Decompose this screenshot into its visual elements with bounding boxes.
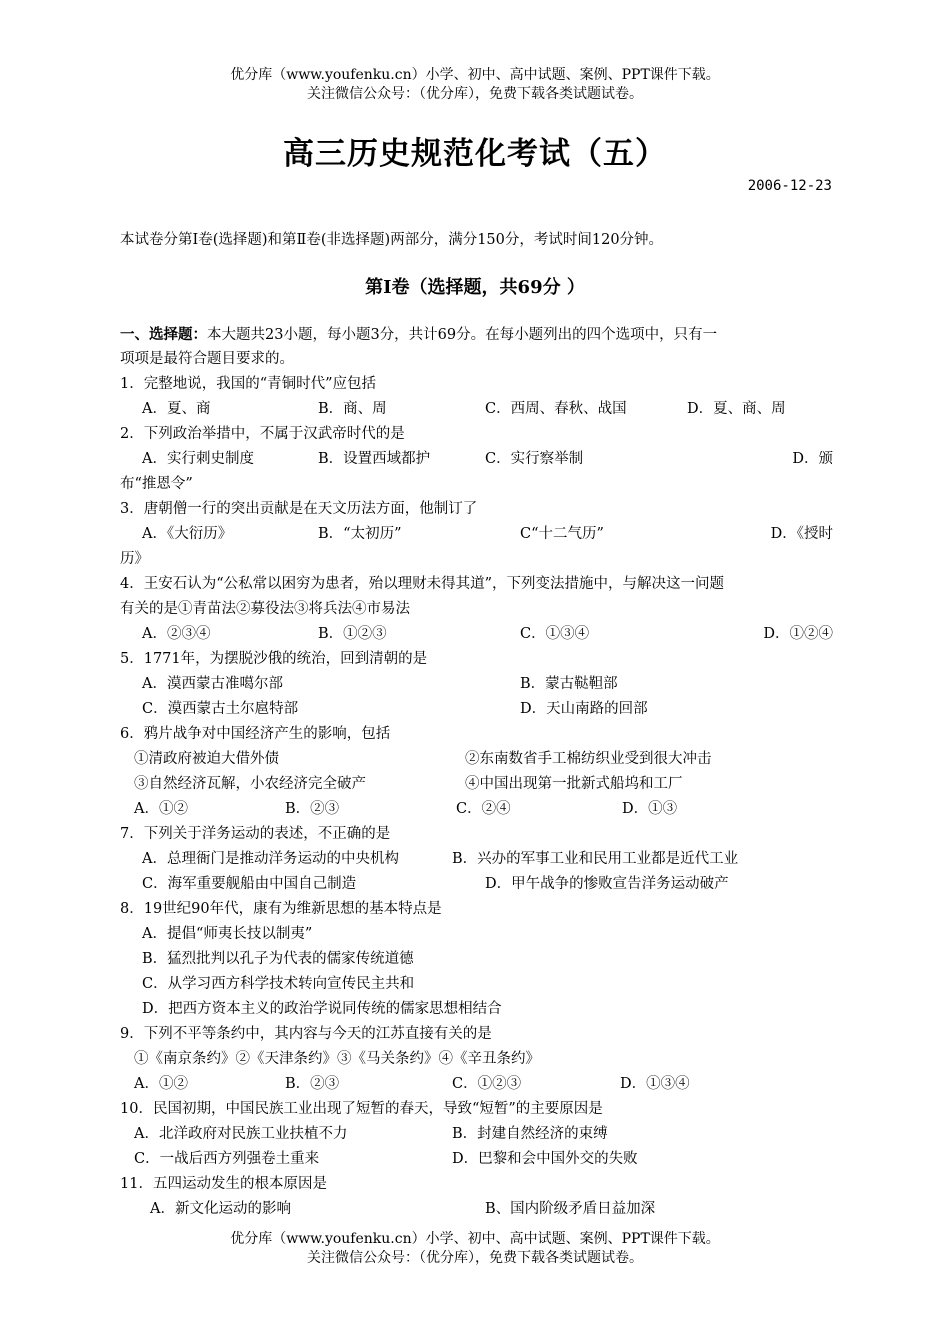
option-d: D．甲午战争的惨败宣告洋务运动破产 <box>485 876 729 892</box>
question-options <box>120 1147 833 1172</box>
option-a: A．提倡“师夷长技以制夷” <box>142 926 313 942</box>
option-d: D．天山南路的回部 <box>520 701 648 717</box>
option-b: B、国内阶级矛盾日益加深 <box>485 1201 656 1217</box>
section-title: 第Ⅰ卷（选择题，共69分 ） <box>365 277 585 298</box>
option-a: A．夏、商 <box>142 401 211 417</box>
item-2: ②东南数省手工棉纺织业受到很大冲击 <box>465 751 712 767</box>
instructions-label: 一、选择题： <box>120 326 207 343</box>
question-options <box>120 622 833 647</box>
instructions-cont: 项项是最符合题目要求的。 <box>120 351 294 367</box>
option-d: D．①③ <box>622 801 678 817</box>
option-d: D．夏、商、周 <box>687 401 786 417</box>
option-a: A．总理衙门是推动洋务运动的中央机构 <box>142 851 399 867</box>
option-d-cont: 历》 <box>120 551 149 567</box>
option-b: B．①②③ <box>318 626 387 642</box>
header-line-1: 优分库（www.youfenku.cn）小学、初中、高中试题、案例、PPT课件下载。 <box>230 67 720 83</box>
option-a: A．①② <box>134 1076 188 1092</box>
question-options <box>120 872 833 897</box>
option-d: D．①③④ <box>620 1076 690 1092</box>
option-b: B．兴办的军事工业和民用工业都是近代工业 <box>452 851 739 867</box>
question-options <box>120 797 833 822</box>
item-1: ①清政府被迫大借外债 <box>134 751 279 767</box>
question-stem: 2．下列政治举措中，不属于汉武帝时代的是 <box>120 426 405 442</box>
items-list: ①《南京条约》②《天津条约》③《马关条约》④《辛丑条约》 <box>134 1051 540 1067</box>
option-a: A．漠西蒙古准噶尔部 <box>142 676 283 692</box>
question-option <box>120 947 833 972</box>
option-d: D．颁 <box>792 451 833 467</box>
question-stem: 8．19世纪90年代，康有为维新思想的基本特点是 <box>120 901 442 917</box>
question-option <box>120 972 833 997</box>
option-c: C．从学习西方科学技术转向宣传民主共和 <box>142 976 415 992</box>
option-c: C．西周、春秋、战国 <box>485 401 627 417</box>
option-d-cont: 布“推恩令” <box>120 476 193 492</box>
option-d: D．《授时 <box>770 526 833 542</box>
option-b: B．“太初历” <box>318 526 402 542</box>
option-c: C．海军重要舰船由中国自己制造 <box>142 876 357 892</box>
option-b: B．②③ <box>285 1076 340 1092</box>
option-a: A．实行刺史制度 <box>142 451 254 467</box>
question-options <box>120 1122 833 1147</box>
option-b: B．②③ <box>285 801 340 817</box>
question-option <box>120 997 833 1022</box>
option-c: C．②④ <box>456 801 511 817</box>
question-stem: 10．民国初期，中国民族工业出现了短暂的春天，导致“短暂”的主要原因是 <box>120 1101 603 1117</box>
question-option <box>120 922 833 947</box>
question-body <box>120 322 833 1222</box>
option-d: D．巴黎和会中国外交的失败 <box>452 1151 638 1167</box>
intro-text: 本试卷分第Ⅰ卷(选择题)和第Ⅱ卷(非选择题)两部分，满分150分，考试时间120分钟。 <box>120 232 664 248</box>
header-line-2: 关注微信公众号：（优分库），免费下载各类试题试卷。 <box>307 86 643 102</box>
option-b: B．商、周 <box>318 401 387 417</box>
instructions-text: 本大题共23小题，每小题3分，共计69分。在每小题列出的四个选项中，只有一 <box>207 327 718 343</box>
question-stem: 5．1771年，为摆脱沙俄的统治，回到清朝的是 <box>120 651 428 667</box>
option-a: A．北洋政府对民族工业扶植不力 <box>134 1126 348 1142</box>
footer-line-2: 关注微信公众号：（优分库），免费下载各类试题试卷。 <box>307 1250 643 1266</box>
option-a: A．②③④ <box>142 626 211 642</box>
option-c: C．①②③ <box>452 1076 522 1092</box>
question-options <box>120 1072 833 1097</box>
question-options <box>120 697 833 722</box>
question-stem-cont: 有关的是①青苗法②募役法③将兵法④市易法 <box>120 601 410 617</box>
question-items <box>120 1047 833 1072</box>
option-d: D．①②④ <box>763 626 833 642</box>
question-items <box>120 747 833 772</box>
question-stem: 4．王安石认为“公私常以困穷为患者，殆以理财未得其道”，下列变法措施中，与解决这一问题 <box>120 576 725 592</box>
option-c: C．实行察举制 <box>485 451 584 467</box>
instructions <box>120 322 833 347</box>
option-a: A．新文化运动的影响 <box>150 1201 291 1217</box>
question-options <box>120 847 833 872</box>
question-options <box>120 447 833 472</box>
question-options <box>120 1197 833 1222</box>
option-c: C．①③④ <box>520 626 590 642</box>
item-3: ③自然经济瓦解，小农经济完全破产 <box>134 776 366 792</box>
question-options <box>120 672 833 697</box>
option-c: C．一战后西方列强卷土重来 <box>134 1151 320 1167</box>
question-stem: 3．唐朝僧一行的突出贡献是在天文历法方面，他制订了 <box>120 501 478 517</box>
item-4: ④中国出现第一批新式船坞和工厂 <box>465 776 683 792</box>
option-a: A．①② <box>134 801 188 817</box>
question-items <box>120 772 833 797</box>
page-title: 高三历史规范化考试（五） <box>283 136 667 172</box>
option-b: B．蒙古鞑靼部 <box>520 676 618 692</box>
option-b: B．封建自然经济的束缚 <box>452 1126 608 1142</box>
question-stem: 11．五四运动发生的根本原因是 <box>120 1176 327 1192</box>
option-b: B．设置西域都护 <box>318 451 431 467</box>
option-b: B．猛烈批判以孔子为代表的儒家传统道德 <box>142 951 414 967</box>
option-c: C．漠西蒙古土尔扈特部 <box>142 701 299 717</box>
footer-line-1: 优分库（www.youfenku.cn）小学、初中、高中试题、案例、PPT课件下载。 <box>230 1231 720 1247</box>
option-d: D．把西方资本主义的政治学说同传统的儒家思想相结合 <box>142 1001 502 1017</box>
question-stem: 6．鸦片战争对中国经济产生的影响，包括 <box>120 726 391 742</box>
question-options <box>120 397 833 422</box>
question-stem: 7．下列关于洋务运动的表述，不正确的是 <box>120 826 391 842</box>
option-a: A．《大衍历》 <box>142 526 233 542</box>
exam-date: 2006-12-23 <box>747 178 832 194</box>
option-c: C“十二气历” <box>520 526 604 542</box>
question-options <box>120 522 833 547</box>
question-stem: 9．下列不平等条约中，其内容与今天的江苏直接有关的是 <box>120 1026 492 1042</box>
question-stem: 1．完整地说，我国的“青铜时代”应包括 <box>120 376 377 392</box>
